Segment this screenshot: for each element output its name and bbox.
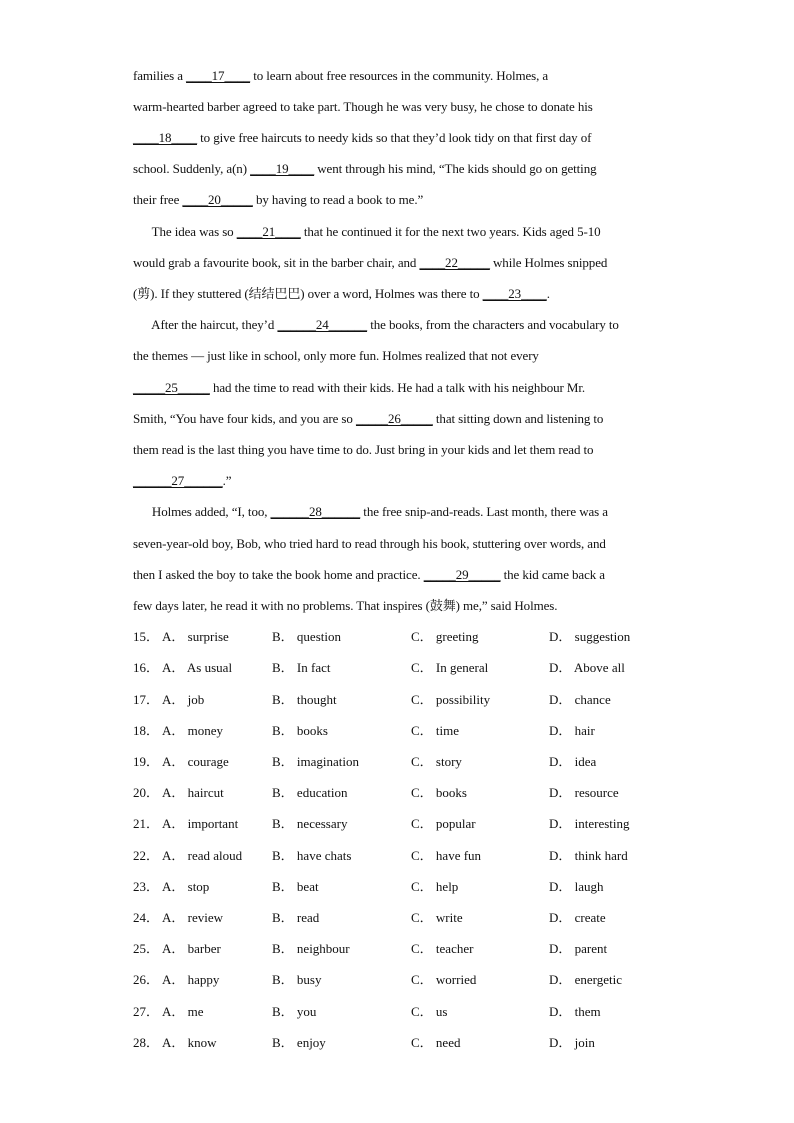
option-d: D． join [549, 1035, 595, 1050]
blank-24: ______24______ [277, 317, 368, 332]
option-c: C． greeting [411, 629, 479, 644]
option-a: A． courage [162, 754, 229, 769]
blank-20: ____20_____ [182, 192, 253, 207]
passage-line [133, 161, 663, 177]
blank-21: ____21____ [236, 224, 301, 239]
option-d: D． idea [549, 754, 597, 769]
option-d: D． parent [549, 941, 608, 956]
passage-text: had the time to read with their kids. He had a talk with his neighbour Mr. [209, 380, 586, 395]
blank-27: ______27______ [133, 473, 223, 488]
question-row [133, 629, 663, 645]
question-number: 20． [133, 785, 160, 800]
option-d: D． resource [549, 785, 619, 800]
question-row [133, 754, 663, 770]
passage-line [133, 567, 663, 583]
passage-text: would grab a favourite book, sit in the barber chair, and [133, 255, 420, 270]
passage-text: by having to read a book to me.” [252, 192, 424, 207]
question-number: 27． [133, 1004, 160, 1019]
option-b: B． read [272, 910, 320, 925]
question-number: 28． [133, 1035, 160, 1050]
passage-line [133, 348, 663, 364]
passage-line [133, 130, 663, 146]
option-c: C． popular [411, 816, 476, 831]
blank-28: ______28______ [270, 504, 361, 519]
option-c: C． time [411, 723, 460, 738]
option-c: C． need [411, 1035, 461, 1050]
blank-29: _____29_____ [423, 567, 501, 582]
passage-text: .” [222, 473, 232, 488]
passage-line [133, 317, 663, 333]
option-b: B． neighbour [272, 941, 350, 956]
question-row [133, 910, 663, 926]
option-a: A． barber [162, 941, 221, 956]
passage-text: their free [133, 192, 183, 207]
option-a: A． important [162, 816, 239, 831]
option-d: D． create [549, 910, 606, 925]
option-d: D． laugh [549, 879, 604, 894]
blank-26: _____26_____ [355, 411, 433, 426]
option-a: A． me [162, 1004, 204, 1019]
option-a: A． read aloud [162, 848, 243, 863]
option-b: B． enjoy [272, 1035, 326, 1050]
option-d: D． think hard [549, 848, 628, 863]
question-number: 19． [133, 754, 160, 769]
question-row [133, 692, 663, 708]
passage-line [133, 224, 663, 240]
passage-text: Smith, “You have four kids, and you are so [133, 411, 356, 426]
question-row [133, 972, 663, 988]
option-a: A． know [162, 1035, 217, 1050]
passage-text: warm-hearted barber agreed to take part. Though he was very busy, he chose to donate his [133, 99, 593, 114]
option-a: A． haircut [162, 785, 224, 800]
passage-text: the free snip-and-reads. Last month, there was a [360, 504, 608, 519]
option-c: C． books [411, 785, 467, 800]
question-row [133, 785, 663, 801]
blank-23: ____23____ [482, 286, 547, 301]
passage-line [133, 473, 663, 489]
option-c: C． In general [411, 660, 489, 675]
question-number: 17． [133, 692, 160, 707]
passage-line [133, 598, 663, 614]
passage-line [133, 286, 663, 302]
option-b: B． imagination [272, 754, 360, 769]
question-number: 18． [133, 723, 160, 738]
passage-line [133, 380, 663, 396]
question-row [133, 879, 663, 895]
passage-text: while Holmes snipped [489, 255, 608, 270]
option-a: A． money [162, 723, 224, 738]
passage-text: went through his mind, “The kids should go on getting [314, 161, 597, 176]
option-d: D． chance [549, 692, 611, 707]
option-c: C． story [411, 754, 462, 769]
passage-line [133, 504, 663, 520]
option-b: B． In fact [272, 660, 331, 675]
question-row [133, 660, 663, 676]
option-d: D． interesting [549, 816, 630, 831]
passage-line [133, 411, 663, 427]
passage-line [133, 99, 663, 115]
question-row [133, 816, 663, 832]
passage-line [133, 192, 663, 208]
passage-text: them read is the last thing you have time to do. Just bring in your kids and let them read to [133, 442, 594, 457]
passage-text: Holmes added, “I, too, [133, 504, 271, 519]
option-d: D． hair [549, 723, 595, 738]
option-b: B． you [272, 1004, 317, 1019]
passage-text: the kid came back a [500, 567, 605, 582]
passage-text: few days later, he read it with no problems. That inspires (鼓舞) me,” said Holmes. [133, 598, 558, 613]
question-number: 21． [133, 816, 160, 831]
passage-text: school. Suddenly, a(n) [133, 161, 251, 176]
passage-text: to give free haircuts to needy kids so that they’d look tidy on that first day of [197, 130, 592, 145]
question-number: 15． [133, 629, 160, 644]
option-c: C． write [411, 910, 463, 925]
option-d: D． Above all [549, 660, 625, 675]
passage-text: After the haircut, they’d [133, 317, 278, 332]
question-number: 22． [133, 848, 160, 863]
option-c: C． help [411, 879, 459, 894]
passage-text: that sitting down and listening to [432, 411, 604, 426]
option-b: B． busy [272, 972, 322, 987]
question-row [133, 1035, 663, 1051]
passage-text: then I asked the boy to take the book home and practice. [133, 567, 424, 582]
option-a: A． stop [162, 879, 210, 894]
blank-18: ____18____ [133, 130, 198, 145]
passage-text: to learn about free resources in the community. Holmes, a [250, 68, 549, 83]
option-c: C． us [411, 1004, 448, 1019]
option-a: A． happy [162, 972, 220, 987]
question-row [133, 723, 663, 739]
option-a: A． job [162, 692, 205, 707]
passage-text: The idea was so [133, 224, 237, 239]
option-c: C． possibility [411, 692, 491, 707]
option-a: A． surprise [162, 629, 229, 644]
option-c: C． teacher [411, 941, 474, 956]
option-b: B． books [272, 723, 328, 738]
question-number: 24． [133, 910, 160, 925]
passage-text: (剪). If they stuttered (结结巴巴) over a word, Holmes was there to [133, 286, 483, 301]
option-d: D． suggestion [549, 629, 631, 644]
option-b: B． thought [272, 692, 337, 707]
passage-text: families a [133, 68, 187, 83]
option-d: D． energetic [549, 972, 623, 987]
option-b: B． question [272, 629, 341, 644]
blank-19: ____19____ [250, 161, 315, 176]
passage-text: seven-year-old boy, Bob, who tried hard to read through his book, stuttering over words, and [133, 536, 606, 551]
passage-line [133, 255, 663, 271]
option-d: D． them [549, 1004, 601, 1019]
option-c: C． worried [411, 972, 477, 987]
question-number: 25． [133, 941, 160, 956]
passage-line [133, 536, 663, 552]
passage-text: that he continued it for the next two years. Kids aged 5-10 [300, 224, 601, 239]
question-row [133, 848, 663, 864]
option-a: A． As usual [162, 660, 233, 675]
option-b: B． education [272, 785, 348, 800]
question-number: 26． [133, 972, 160, 987]
question-row [133, 941, 663, 957]
blank-25: _____25_____ [133, 380, 210, 395]
passage-line [133, 442, 663, 458]
blank-17: ____17____ [186, 68, 251, 83]
passage-text: the themes — just like in school, only more fun. Holmes realized that not every [133, 348, 539, 363]
question-number: 16． [133, 660, 160, 675]
option-c: C． have fun [411, 848, 482, 863]
option-b: B． necessary [272, 816, 348, 831]
passage-text: the books, from the characters and vocabulary to [367, 317, 619, 332]
option-b: B． beat [272, 879, 319, 894]
passage-line [133, 68, 663, 84]
question-row [133, 1004, 663, 1020]
blank-22: ____22_____ [419, 255, 490, 270]
passage-text: . [546, 286, 550, 301]
option-a: A． review [162, 910, 224, 925]
question-number: 23． [133, 879, 160, 894]
option-b: B． have chats [272, 848, 352, 863]
